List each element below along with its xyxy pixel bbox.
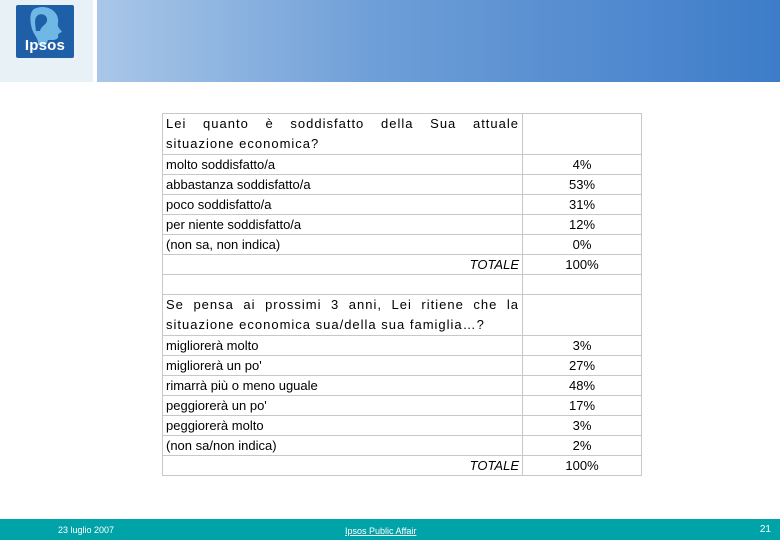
table-row [163,336,642,356]
answer-label: per niente soddisfatto/a [163,215,523,235]
table-row [163,436,642,456]
logo-area [0,0,93,82]
table-row [163,175,642,195]
answer-label: migliorerà un po' [163,356,523,376]
table-row [163,195,642,215]
answer-value: 48% [523,376,642,396]
spacer-row [163,275,642,295]
total-value: 100% [523,456,642,476]
question-2-value-header [523,295,642,336]
answer-value: 12% [523,215,642,235]
answer-value: 17% [523,396,642,416]
table-row [163,295,642,336]
footer-date: 23 luglio 2007 [58,525,115,535]
table-row [163,114,642,155]
footer-bar [0,519,780,540]
total-label: TOTALE [163,456,523,476]
answer-label: (non sa/non indica) [163,436,523,456]
table-row [163,416,642,436]
answer-label: molto soddisfatto/a [163,155,523,175]
table-row [163,356,642,376]
page-number: 21 [759,524,771,535]
answer-value: 3% [523,336,642,356]
total-row [163,255,642,275]
table-row [163,155,642,175]
answer-value: 4% [523,155,642,175]
answer-value: 53% [523,175,642,195]
answer-label: migliorerà molto [163,336,523,356]
answer-label: poco soddisfatto/a [163,195,523,215]
question-1-text: Lei quanto è soddisfatto della Sua attuale situazione economica? [163,114,523,155]
answer-label: (non sa, non indica) [163,235,523,255]
total-value: 100% [523,255,642,275]
answer-label: peggiorerà molto [163,416,523,436]
answer-value: 3% [523,416,642,436]
table-row [163,215,642,235]
answer-label: rimarrà più o meno uguale [163,376,523,396]
answer-label: abbastanza soddisfatto/a [163,175,523,195]
answer-value: 0% [523,235,642,255]
footer-company-link[interactable]: Ipsos Public Affair [345,526,417,536]
table-row [163,235,642,255]
spacer-cell [523,275,642,295]
logo-text: Ipsos [24,37,66,54]
header-banner [97,0,780,82]
question-2-text: Se pensa ai prossimi 3 anni, Lei ritiene che la situazione economica sua/della sua famiglia…? [163,295,523,336]
question-1-value-header [523,114,642,155]
ipsos-logo [16,5,74,58]
total-row [163,456,642,476]
answer-value: 27% [523,356,642,376]
spacer-cell [163,275,523,295]
answer-value: 31% [523,195,642,215]
survey-table [162,113,642,476]
total-label: TOTALE [163,255,523,275]
table-row [163,376,642,396]
table-row [163,396,642,416]
answer-value: 2% [523,436,642,456]
answer-label: peggiorerà un po' [163,396,523,416]
